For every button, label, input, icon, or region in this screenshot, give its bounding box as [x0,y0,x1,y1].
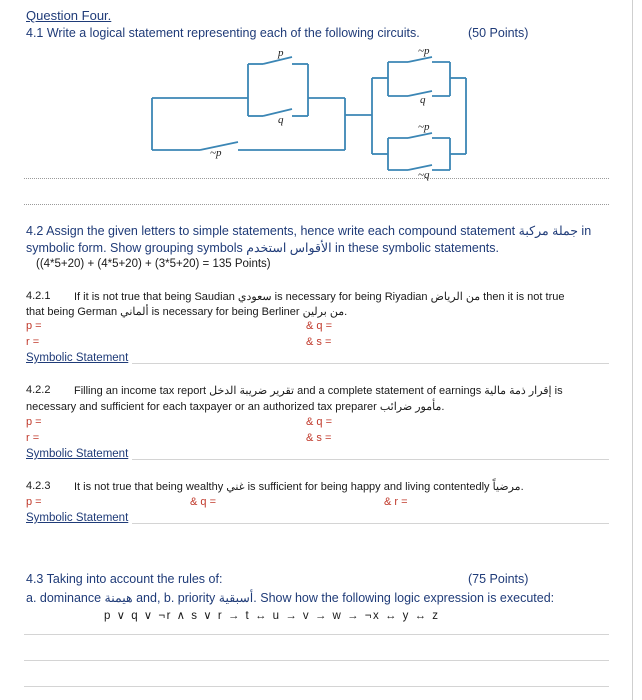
q422-s: & s = [306,432,332,444]
q43-expression: p ∨ q ∨ ¬r ∧ s ∨ r → t ↔ u → v → w → ¬x ↔ y ↔ z [104,610,440,622]
answer-line[interactable] [24,178,609,179]
question-title: Question Four. [26,8,112,23]
q421-answer-line[interactable] [132,363,609,364]
q421-q: & q = [306,320,332,332]
q422-symbolic-label: Symbolic Statement [26,448,129,460]
q422-answer-line[interactable] [132,459,609,460]
answer-line[interactable] [24,634,609,635]
q42-formula: ((4*5+20) + (4*5+20) + (3*5+20) = 135 Points) [36,258,271,270]
q423-symbolic-label: Symbolic Statement [26,512,129,524]
q423-p: p = [26,496,42,508]
q423-r: & r = [384,496,408,508]
q43-line2: a. dominance هيمنة and, b. priority أسبقية. Show how the following logic expression is executed: [26,591,555,605]
q423-q: & q = [190,496,216,508]
answer-line[interactable] [24,204,609,205]
answer-line[interactable] [24,660,609,661]
q43-line1: 4.3 Taking into account the rules of: [26,572,223,586]
circuit-label: q [420,94,426,106]
q422-label: 4.2.2 [26,384,51,396]
circuit-label: ~p [418,45,430,57]
q422-r: r = [26,432,40,444]
q422-q: & q = [306,416,332,428]
circuit-label: p [278,47,284,59]
q421-p: p = [26,320,42,332]
q421-r: r = [26,336,40,348]
circuit-diagram [140,45,520,181]
q421-s: & s = [306,336,332,348]
q41-points: (50 Points) [468,26,529,40]
q42-line2: symbolic form. Show grouping symbols الأقواس استخدم in these symbolic statements. [26,241,499,255]
q421-line2: that being German ألماني is necessary for being Berliner من برلين. [26,306,348,318]
q421-label: 4.2.1 [26,290,51,302]
page-edge [632,0,633,700]
q41-text: 4.1 Write a logical statement representing each of the following circuits. [26,26,420,40]
answer-line[interactable] [24,686,609,687]
q43-points: (75 Points) [468,572,529,586]
circuit-label: ~p [210,147,222,159]
q422-p: p = [26,416,42,428]
circuit-label: ~q [418,169,430,181]
q423-answer-line[interactable] [132,523,609,524]
q42-line1: 4.2 Assign the given letters to simple statements, hence write each compound statement جملة مركبة in [26,224,592,238]
q423-line1: It is not true that being wealthy غني is sufficient for being happy and living contentedly مرضياً. [74,481,524,493]
q422-line2: necessary and sufficient for each taxpayer or an authorized tax preparer مأمور ضرائب. [26,401,445,413]
q421-line1: If it is not true that being Saudian سعودي is necessary for being Riyadian من الرياض then it is not true [74,291,565,303]
q421-symbolic-label: Symbolic Statement [26,352,129,364]
circuit-label: q [278,114,284,126]
q422-line1: Filling an income tax report تقرير ضريبة الدخل and a complete statement of earnings إقرار ذمة مالية is [74,385,563,397]
circuit-label: ~p [418,121,430,133]
q423-label: 4.2.3 [26,480,51,492]
